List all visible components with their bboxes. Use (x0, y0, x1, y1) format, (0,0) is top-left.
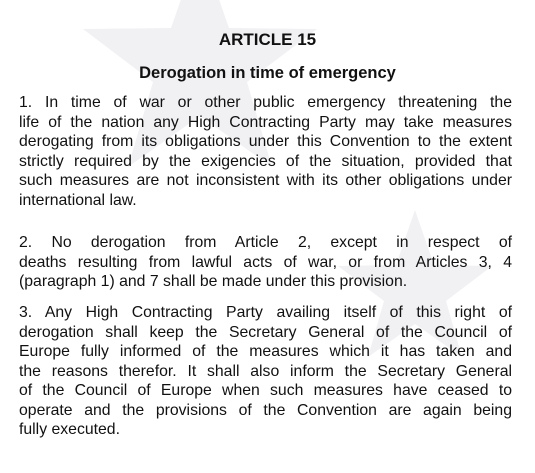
paragraph-line: strictly required by the exigencies of the situation, provided that (19, 152, 512, 170)
paragraph-2 (19, 233, 512, 292)
paragraph-line: such measures are not inconsistent with its other obligations under (19, 172, 512, 189)
article-title: ARTICLE 15 (218, 30, 317, 49)
paragraph-line: derogating from its obligations under this Convention to the extent (19, 133, 512, 150)
paragraph-line: life of the nation any High Contracting Party may take measures (19, 113, 512, 131)
paragraph-3 (19, 303, 512, 440)
paragraph-line: deaths resulting from lawful acts of war, or from Articles 3, 4 (19, 253, 512, 271)
paragraph-line: 3. Any High Contracting Party availing itself of this right of (19, 304, 512, 321)
article-subtitle: Derogation in time of emergency (139, 64, 396, 82)
paragraph-line: of the Council of Europe when such measures have ceased to (19, 382, 512, 399)
paragraph-line: operate and the provisions of the Convention are again being (19, 401, 512, 419)
paragraph-line: 1. In time of war or other public emergency threatening the (19, 94, 512, 111)
paragraph-line: derogation shall keep the Secretary General of the Council of (19, 323, 512, 341)
paragraph-line: (paragraph 1) and 7 shall be made under this provision. (19, 273, 408, 290)
paragraph-line: international law. (19, 191, 137, 209)
paragraph-line: fully executed. (19, 421, 120, 438)
paragraph-line: the reasons therefor. It shall also inform the Secretary General (19, 362, 512, 380)
paragraph-line: 2. No derogation from Article 2, except in respect of (19, 234, 512, 251)
paragraph-line: Europe fully informed of the measures which it has taken and (19, 343, 512, 360)
paragraph-1 (19, 93, 512, 210)
